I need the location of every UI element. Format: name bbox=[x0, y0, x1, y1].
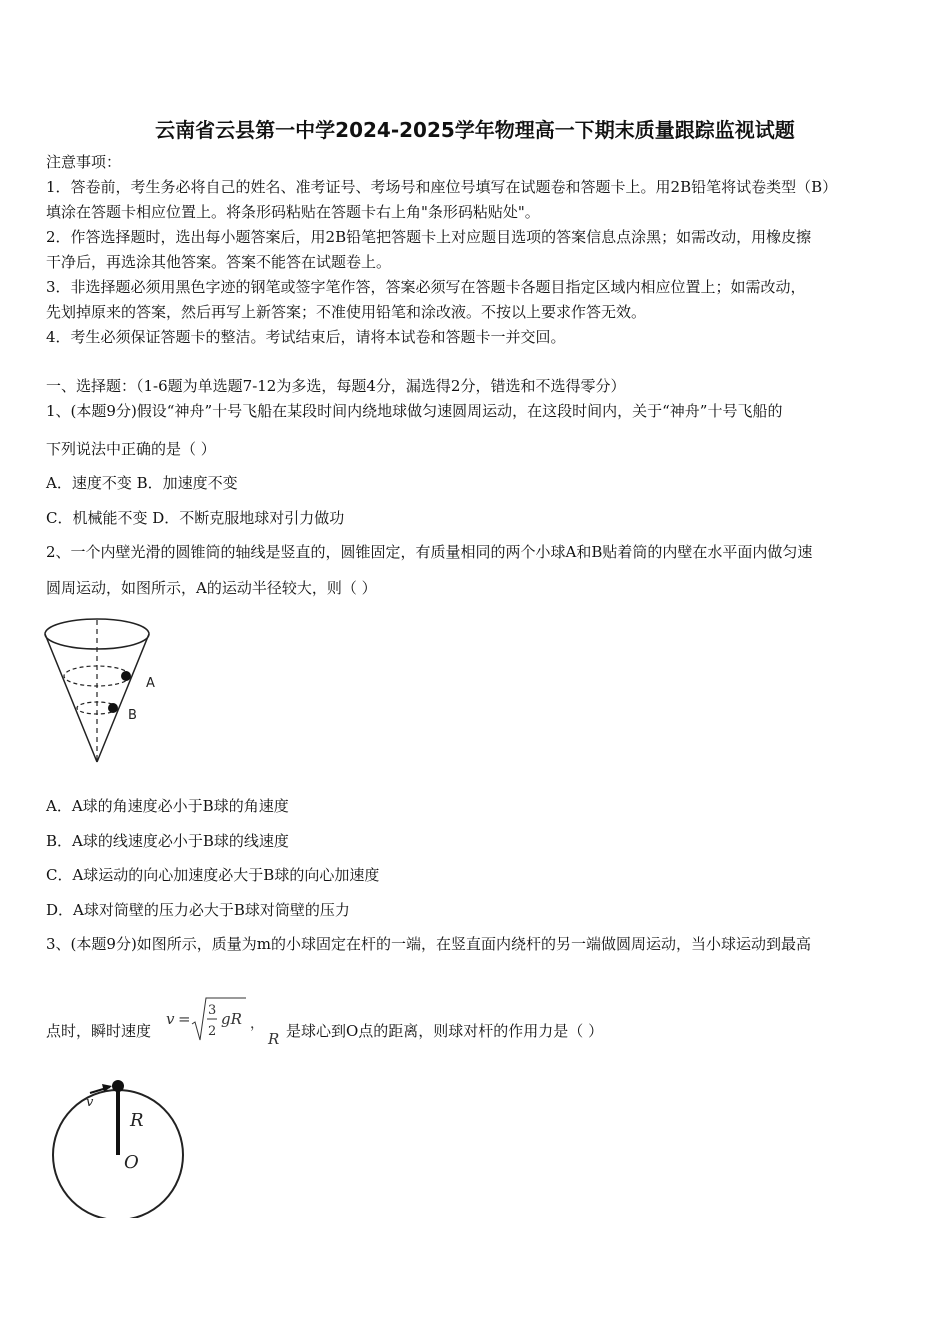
notice-line: 1．答卷前，考生务必将自己的姓名、准考证号、考场号和座位号填写在试题卷和答题卡上。用2B铅笔将试卷类型（B） bbox=[46, 178, 838, 196]
notice-line: 4．考生必须保证答题卡的整洁。考试结束后，请将本试卷和答题卡一并交回。 bbox=[46, 328, 566, 346]
notice-line: 填涂在答题卡相应位置上。将条形码粘贴在答题卡右上角"条形码粘贴处"。 bbox=[46, 203, 540, 221]
page-title: 云南省云县第一中学2024-2025学年物理高一下期末质量跟踪监视试题 bbox=[155, 118, 795, 142]
svg-text:gR: gR bbox=[221, 1010, 242, 1028]
svg-text:=: = bbox=[178, 1010, 191, 1028]
center-label: O bbox=[124, 1152, 139, 1173]
svg-text:2: 2 bbox=[208, 1024, 217, 1039]
notice-line: 先划掉原来的答案，然后再写上新答案；不准使用铅笔和涂改液。不按以上要求作答无效。 bbox=[46, 303, 647, 321]
q2-stem: 圆周运动，如图所示，A的运动半径较大，则（ ） bbox=[46, 579, 377, 597]
q1-stem: 1、(本题9分)假设“神舟”十号飞船在某段时间内绕地球做匀速圆周运动，在这段时间内，关于“神舟”十号飞船的 bbox=[46, 402, 783, 420]
radius-label: R bbox=[130, 1110, 144, 1131]
q2-option-d: D．A球对筒壁的压力必大于B球对筒壁的压力 bbox=[46, 901, 350, 919]
notice-line: 2．作答选择题时，选出每小题答案后，用2B铅笔把答题卡上对应题目选项的答案信息点涂黑；如需改动，用橡皮擦 bbox=[46, 228, 812, 246]
velocity-label: v bbox=[86, 1095, 94, 1110]
ball-b-label: B bbox=[128, 708, 137, 723]
svg-text:3: 3 bbox=[208, 1003, 217, 1018]
radius-symbol bbox=[266, 1026, 286, 1048]
notice-line: 3．非选择题必须用黑色字迹的钢笔或签字笔作答，答案必须写在答题卡各题目指定区域内相应位置上；如需改动， bbox=[46, 278, 806, 296]
svg-text:v: v bbox=[166, 1010, 175, 1028]
q3-stem-prefix: 点时，瞬时速度 bbox=[46, 1022, 152, 1040]
circle-rod-figure bbox=[46, 1076, 190, 1218]
section-heading: 一、选择题：（1-6题为单选题7-12为多选，每题4分，漏选得2分，错选和不选得零分） bbox=[46, 377, 626, 395]
velocity-formula bbox=[164, 994, 282, 1046]
q3-stem: 3、(本题9分)如图所示，质量为m的小球固定在杆的一端，在竖直面内绕杆的另一端做圆周运动，当小球运动到最高 bbox=[46, 935, 812, 953]
q1-options-ab: A．速度不变 B．加速度不变 bbox=[46, 474, 238, 492]
q3-stem-suffix: 是球心到O点的距离，则球对杆的作用力是（ ） bbox=[286, 1022, 604, 1040]
q1-options-cd: C．机械能不变 D．不断克服地球对引力做功 bbox=[46, 509, 345, 527]
svg-text:R: R bbox=[268, 1030, 280, 1048]
q2-option-c: C．A球运动的向心加速度必大于B球的向心加速度 bbox=[46, 866, 380, 884]
ball-a-label: A bbox=[146, 676, 155, 691]
notice-heading: 注意事项： bbox=[46, 153, 122, 171]
q2-stem: 2、一个内壁光滑的圆锥筒的轴线是竖直的，圆锥固定，有质量相同的两个小球A和B贴着筒的内壁在水平面内做匀速 bbox=[46, 543, 813, 561]
notice-line: 干净后，再选涂其他答案。答案不能答在试题卷上。 bbox=[46, 253, 392, 271]
q2-option-a: A．A球的角速度必小于B球的角速度 bbox=[46, 797, 289, 815]
svg-text:，: ， bbox=[250, 1016, 264, 1032]
q1-stem: 下列说法中正确的是（ ） bbox=[46, 440, 216, 458]
cone-figure bbox=[40, 612, 180, 772]
q2-option-b: B．A球的线速度必小于B球的线速度 bbox=[46, 832, 289, 850]
